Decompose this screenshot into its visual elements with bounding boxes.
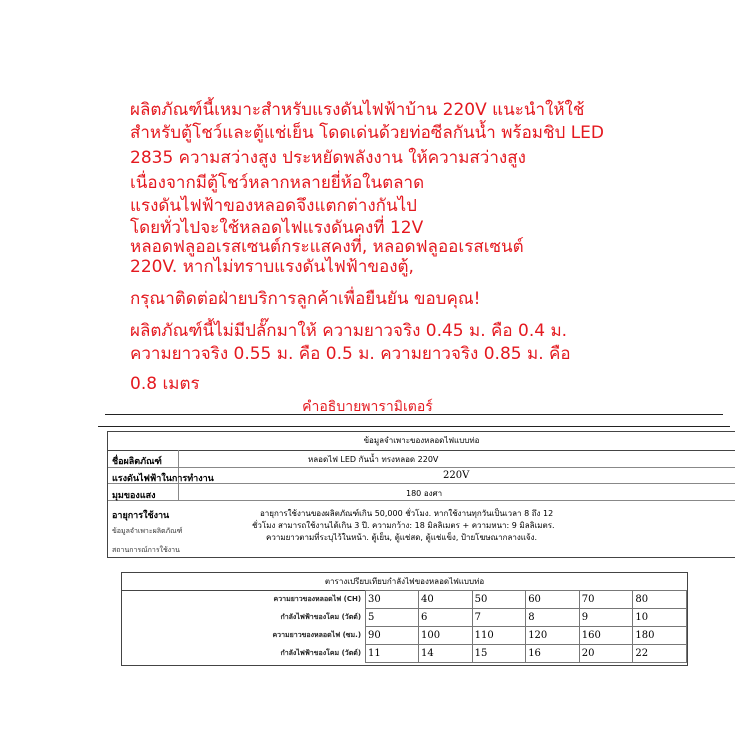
spec-label: ข้อมูลจำเพาะผลิตภัณฑ์ bbox=[112, 527, 183, 535]
description-line: ผลิตภัณฑ์นี้เหมาะสำหรับแรงดันไฟฟ้าบ้าน 220V แนะนำให้ใช้ bbox=[130, 100, 585, 120]
table-cell: 120 bbox=[526, 627, 580, 645]
table-cell: 80 bbox=[633, 591, 687, 609]
table-cell: 22 bbox=[633, 645, 687, 663]
power-compare-table bbox=[121, 572, 688, 666]
spec-label: แรงดันไฟฟ้าในการทำงาน bbox=[112, 474, 214, 484]
row-label: ความยาวของหลอดไฟ (ซม.) bbox=[272, 631, 362, 639]
spec-table bbox=[107, 431, 735, 558]
table-row bbox=[164, 591, 687, 609]
table-cell: 20 bbox=[579, 645, 633, 663]
row-label: กำลังไฟฟ้าของโคม (วัตต์) bbox=[280, 613, 362, 621]
row-label: ความยาวของหลอดไฟ (CH) bbox=[273, 595, 362, 603]
table-cell: 6 bbox=[419, 609, 473, 627]
description-line: 2835 ความสว่างสูง ประหยัดพลังงาน ให้ความสว่างสูง bbox=[130, 148, 526, 168]
table-cell: 160 bbox=[579, 627, 633, 645]
description-line: 220V. หากไม่ทราบแรงดันไฟฟ้าของตู้, bbox=[130, 257, 414, 277]
compare-grid bbox=[164, 590, 687, 663]
table-cell: 100 bbox=[419, 627, 473, 645]
spec-label: มุมของแสง bbox=[112, 491, 156, 501]
table-cell: 50 bbox=[472, 591, 526, 609]
spec-table-title: ข้อมูลจำเพาะของหลอดไฟแบบท่อ bbox=[108, 432, 735, 451]
description-line: หลอดฟลูออเรสเซนต์กระแสคงที่, หลอดฟลูออเรสเซนต์ bbox=[130, 237, 524, 257]
description-line: สำหรับตู้โชว์และตู้แช่เย็น โดดเด่นด้วยท่อซีลกันน้ำ พร้อมชิป LED bbox=[130, 123, 605, 143]
table-row bbox=[164, 627, 687, 645]
description-line: เนื่องจากมีตู้โชว์หลากหลายยี่ห้อในตลาด bbox=[130, 173, 425, 193]
spec-value: 180 องศา bbox=[406, 489, 443, 498]
description-line: กรุณาติดต่อฝ่ายบริการลูกค้าเพื่อยืนยัน ขอบคุณ! bbox=[130, 289, 481, 309]
table-cell: 8 bbox=[526, 609, 580, 627]
spec-label: สถานการณ์การใช้งาน bbox=[112, 546, 180, 554]
description-line: ผลิตภัณฑ์นี้ไม่มีปลั๊กมาให้ ความยาวจริง 0.45 ม. คือ 0.4 ม. bbox=[130, 321, 568, 341]
spec-value: หลอดไฟ LED กันน้ำ ทรงหลอด 220V bbox=[308, 455, 439, 464]
parameter-title: คำอธิบายพารามิเตอร์ bbox=[302, 399, 433, 415]
table-cell: 15 bbox=[472, 645, 526, 663]
table-cell: 110 bbox=[472, 627, 526, 645]
table-cell: 70 bbox=[579, 591, 633, 609]
row-divider bbox=[108, 500, 735, 501]
table-cell: 11 bbox=[366, 645, 419, 663]
table-cell: 9 bbox=[579, 609, 633, 627]
table-row bbox=[164, 609, 687, 627]
table-cell: 60 bbox=[526, 591, 580, 609]
divider bbox=[105, 414, 723, 415]
divider bbox=[98, 426, 730, 427]
table-cell: 14 bbox=[419, 645, 473, 663]
row-divider bbox=[108, 467, 735, 468]
table-cell: 10 bbox=[633, 609, 687, 627]
table-row bbox=[164, 645, 687, 663]
table-cell: 90 bbox=[366, 627, 419, 645]
description-line: 0.8 เมตร bbox=[130, 374, 200, 394]
table-cell: 7 bbox=[472, 609, 526, 627]
table-cell: 40 bbox=[419, 591, 473, 609]
table-cell: 180 bbox=[633, 627, 687, 645]
spec-value: ความยาวตามที่ระบุไว้ในหน้า. ตู้เย็น, ตู้แช่สด, ตู้แช่แข็ง, ป้ายโฆษณากลางแจ้ง. bbox=[266, 533, 538, 542]
description-line: โดยทั่วไปจะใช้หลอดไฟแรงดันคงที่ 12V bbox=[130, 218, 424, 238]
description-line: ความยาวจริง 0.55 ม. คือ 0.5 ม. ความยาวจริง 0.85 ม. คือ bbox=[130, 344, 571, 364]
spec-value: อายุการใช้งานของผลิตภัณฑ์เกิน 50,000 ชั่วโมง. หากใช้งานทุกวันเป็นเวลา 8 ถึง 12 bbox=[260, 509, 554, 518]
spec-label: อายุการใช้งาน bbox=[112, 511, 170, 521]
table-cell: 30 bbox=[366, 591, 419, 609]
spec-value: ชั่วโมง สามารถใช้งานได้เกิน 3 ปี. ความกว้าง: 18 มิลลิเมตร + ความหนา: 9 มิลลิเมตร. bbox=[252, 521, 555, 530]
row-label: กำลังไฟฟ้าของโคม (วัตต์) bbox=[280, 649, 362, 657]
compare-table-title: ตารางเปรียบเทียบกำลังไฟของหลอดไฟแบบท่อ bbox=[122, 573, 687, 591]
table-cell: 16 bbox=[526, 645, 580, 663]
table-cell: 5 bbox=[366, 609, 419, 627]
description-line: แรงดันไฟฟ้าของหลอดจึงแตกต่างกันไป bbox=[130, 196, 417, 216]
spec-label: ชื่อผลิตภัณฑ์ bbox=[112, 457, 162, 467]
spec-value: 220V bbox=[443, 470, 470, 481]
